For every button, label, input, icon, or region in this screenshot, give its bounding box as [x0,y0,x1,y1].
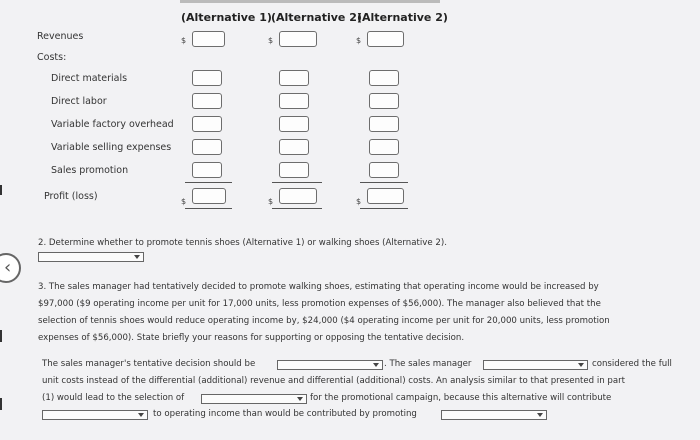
total-line-alt1 [185,182,232,183]
input-sales-promotion-alt2[interactable] [279,162,309,178]
answer-line-4: to operating income than would be contributed by promoting [153,409,417,419]
input-factory-overhead-alt2[interactable] [279,116,309,132]
answer-line-1-middle: . The sales manager [384,359,472,369]
input-sales-promotion-alt3[interactable] [369,162,399,178]
selection-dropdown[interactable] [201,394,307,404]
input-direct-labor-alt3[interactable] [369,93,399,109]
row-label-direct-labor: Direct labor [51,96,107,107]
header-alternative-2: (Alternative 2) [271,11,362,24]
double-line-alt1 [185,208,232,209]
manager-dropdown[interactable] [483,360,588,370]
input-factory-overhead-alt3[interactable] [369,116,399,132]
input-profit-alt2[interactable] [279,188,317,204]
input-direct-materials-alt2[interactable] [279,70,309,86]
row-label-variable-factory-overhead: Variable factory overhead [51,119,174,130]
question-3-line-1: 3. The sales manager had tentatively decided to promote walking shoes, estimating that operating income would be increased by [38,282,599,292]
contribution-dropdown[interactable] [42,410,148,420]
row-label-variable-selling-expenses: Variable selling expenses [51,142,172,153]
chevron-down-icon [138,413,144,417]
input-selling-expenses-alt2[interactable] [279,139,309,155]
input-sales-promotion-alt1[interactable] [192,162,222,178]
dollar-sign-rev-1: $ [181,36,187,45]
dollar-sign-profit-2: $ [268,197,274,206]
row-label-costs: Costs: [37,52,67,63]
answer-line-2: unit costs instead of the differential (additional) revenue and differential (additional) costs. An analysis similar to that presented in part [42,376,626,386]
left-edge-marker-1 [0,185,2,195]
row-label-profit-loss: Profit (loss) [44,191,98,202]
dollar-sign-rev-3: $ [356,36,362,45]
dollar-sign-profit-3: $ [356,197,362,206]
chevron-down-icon [134,255,140,259]
double-line-alt2 [272,208,322,209]
input-selling-expenses-alt1[interactable] [192,139,222,155]
input-direct-materials-alt1[interactable] [192,70,222,86]
dollar-sign-rev-2: $ [268,36,274,45]
input-direct-labor-alt2[interactable] [279,93,309,109]
answer-line-3-end: for the promotional campaign, because this alternative will contribute [310,393,612,403]
double-line-alt3 [360,208,408,209]
top-cutoff-line [180,0,440,3]
promoting-dropdown[interactable] [441,410,547,420]
input-direct-labor-alt1[interactable] [192,93,222,109]
header-alternative-1: (Alternative 1) [181,11,272,24]
input-factory-overhead-alt1[interactable] [192,116,222,132]
back-button[interactable] [0,253,21,283]
left-edge-marker-2 [0,330,2,342]
input-revenues-alt2[interactable] [279,31,317,47]
row-label-direct-materials: Direct materials [51,73,128,84]
chevron-left-icon: ‹ [4,257,12,278]
input-revenues-alt3[interactable] [367,31,404,47]
answer-line-1-start: The sales manager's tentative decision should be [42,359,256,369]
question-2-text: 2. Determine whether to promote tennis shoes (Alternative 1) or walking shoes (Alternative 2). [38,238,447,248]
answer-line-3-start: (1) would lead to the selection of [42,393,185,403]
chevron-down-icon [537,413,543,417]
input-profit-alt3[interactable] [367,188,404,204]
input-profit-alt1[interactable] [192,188,226,204]
chevron-down-icon [297,397,303,401]
decision-dropdown[interactable] [277,360,383,370]
input-direct-materials-alt3[interactable] [369,70,399,86]
header-alternative-2b: (Alternative 2) [357,11,448,24]
dollar-sign-profit-1: $ [181,197,187,206]
question-3-line-2: $97,000 ($9 operating income per unit for 17,000 units, less promotion expenses of $56,000). The manager also believed that the [38,299,601,309]
input-selling-expenses-alt3[interactable] [369,139,399,155]
question-3-line-3: selection of tennis shoes would reduce operating income by, $24,000 ($4 operating income per unit for 20,000 units, less promotion [38,316,610,326]
question-3-line-4: expenses of $56,000). State briefly your reasons for supporting or opposing the tentative decision. [38,333,465,343]
chevron-down-icon [578,363,584,367]
row-label-sales-promotion: Sales promotion [51,165,129,176]
input-revenues-alt1[interactable] [192,31,225,47]
total-line-alt2 [272,182,322,183]
total-line-alt3 [360,182,408,183]
chevron-down-icon [373,363,379,367]
answer-line-1-end: considered the full [592,359,672,369]
question-2-dropdown[interactable] [38,252,144,262]
left-edge-marker-3 [0,398,2,410]
row-label-revenues: Revenues [37,31,84,42]
